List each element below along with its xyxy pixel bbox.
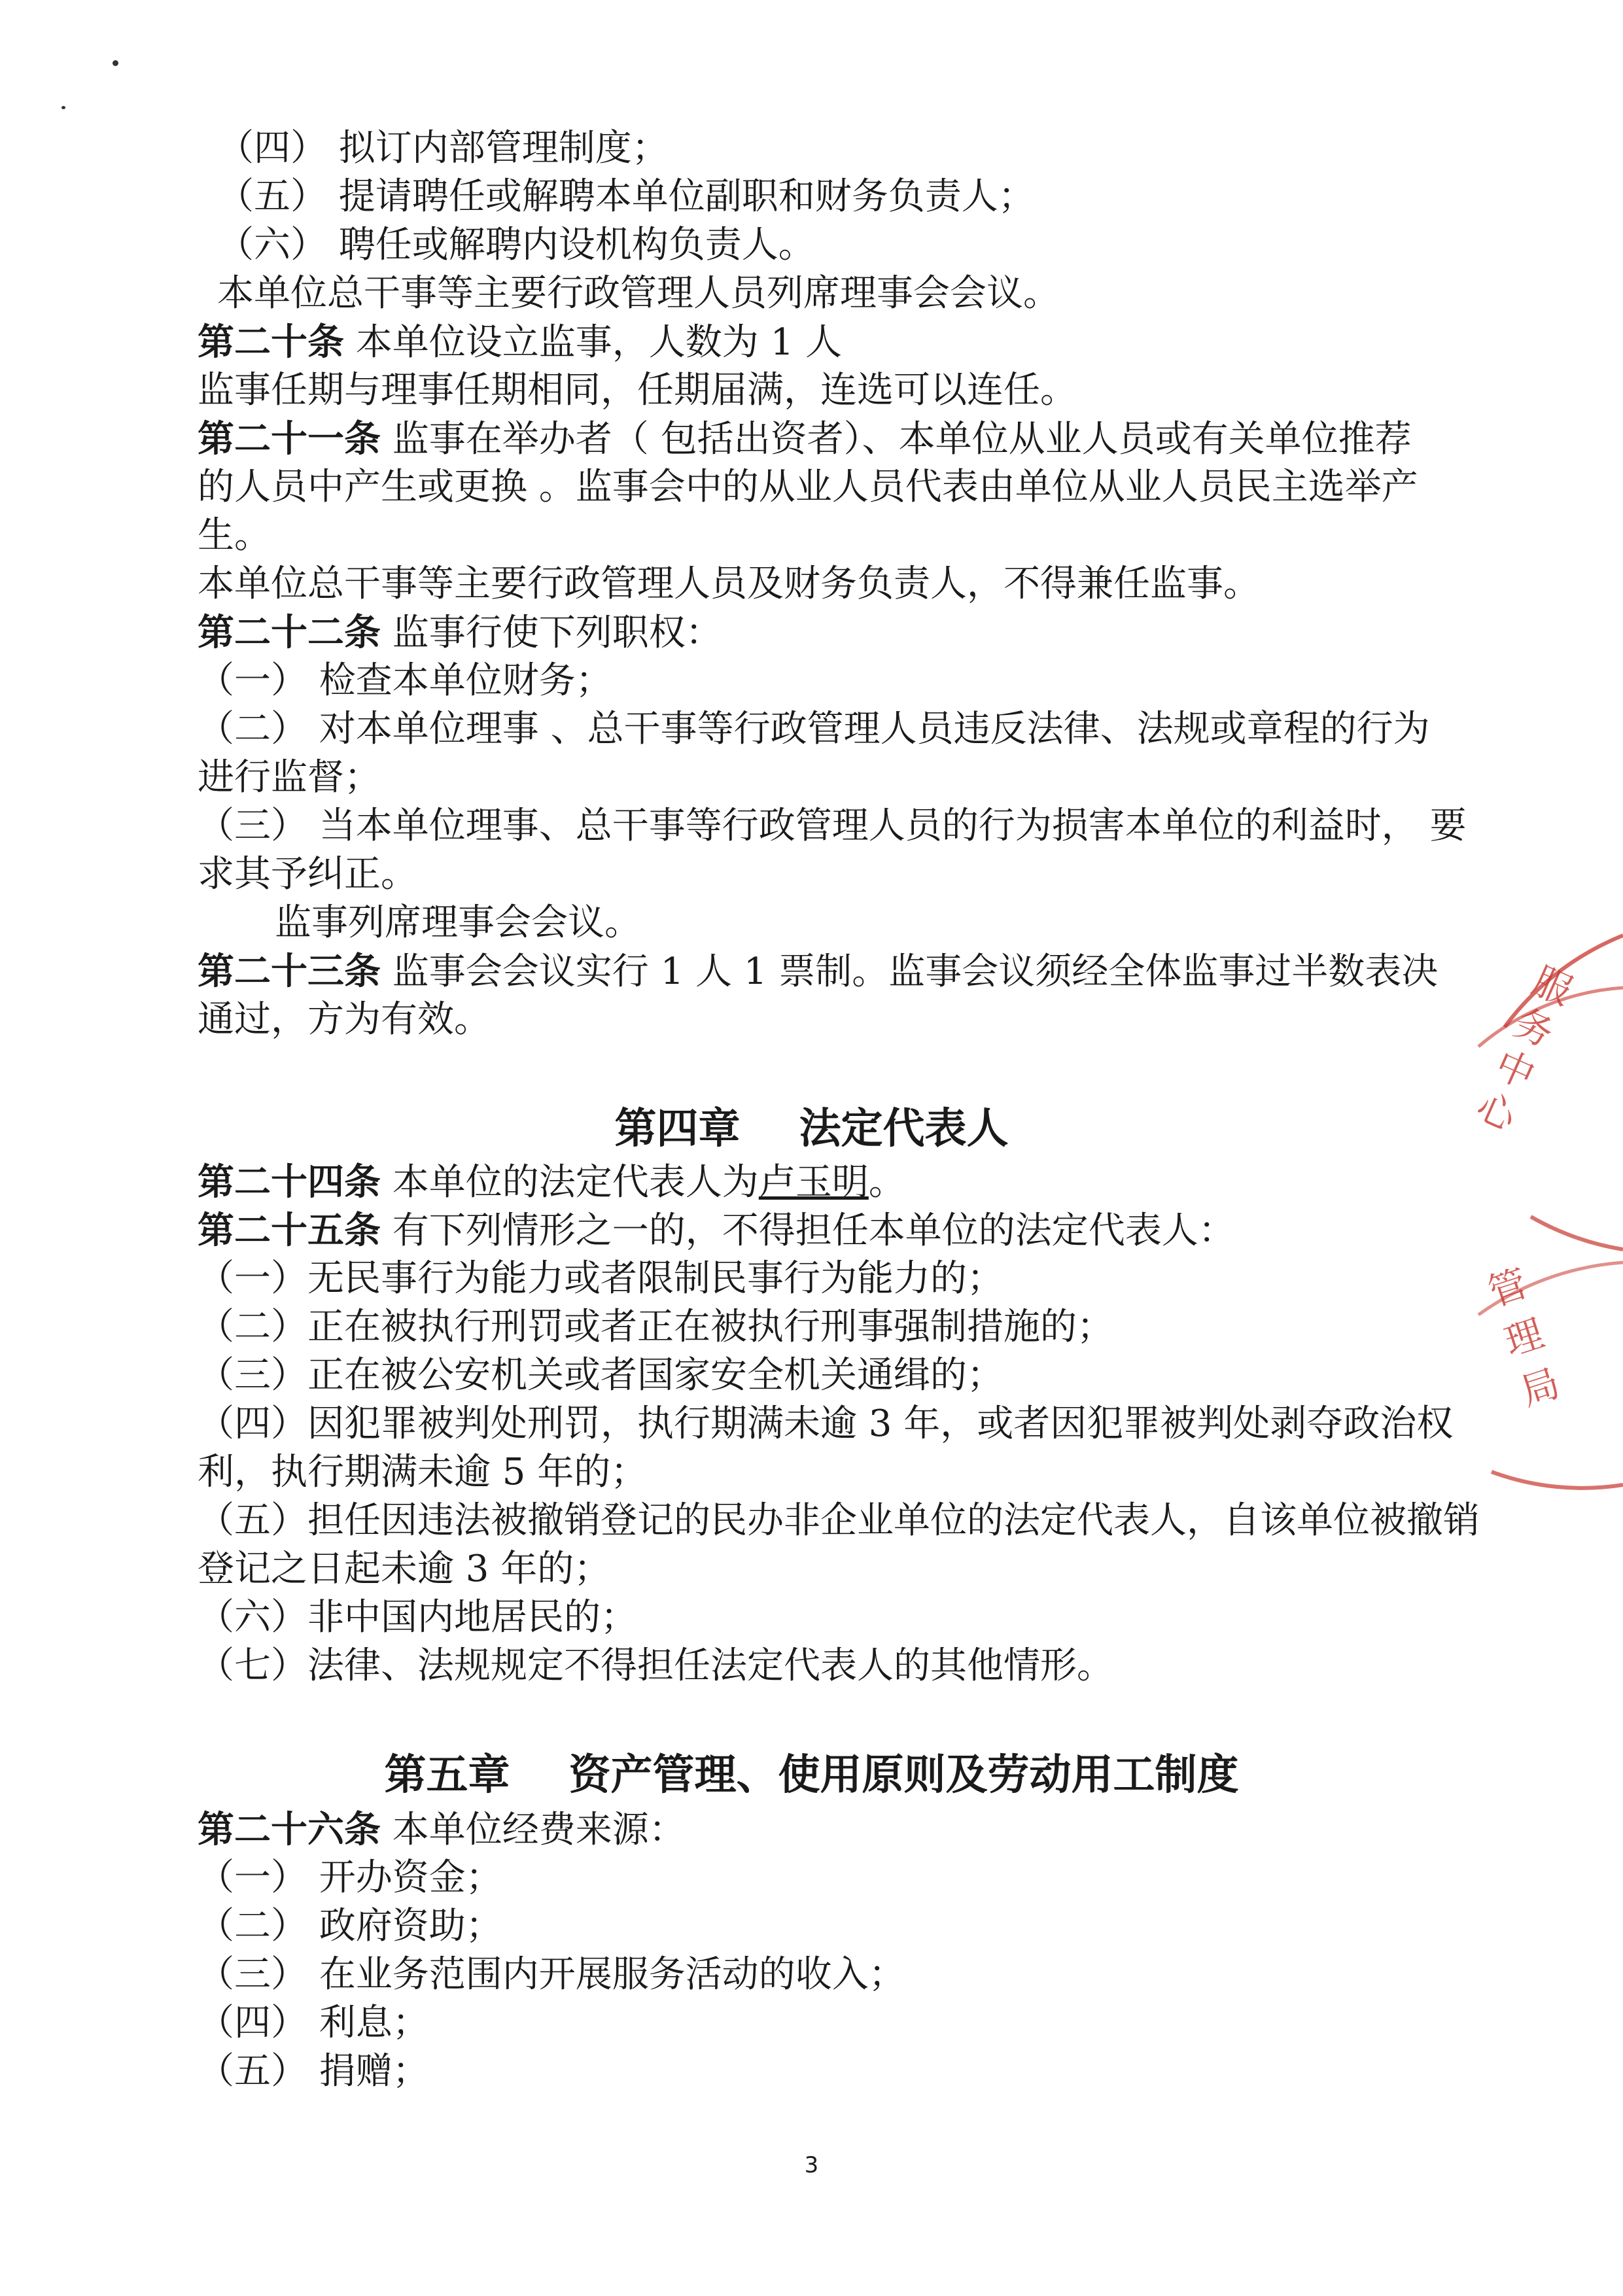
article-title: 第二十三条 (198, 950, 381, 993)
text-line: （一）无民事行为能力或者限制民事行为能力的； (198, 1257, 1003, 1300)
article-26 (198, 1805, 1545, 1854)
text-line: （一） 检查本单位财务； (198, 659, 612, 702)
article-text: 本单位的法定代表人为 (381, 1161, 759, 1204)
text-line: （四）因犯罪被判处刑罚，执行期满未逾 3 年，或者因犯罪被判处剥夺政治权 (198, 1402, 1454, 1445)
text-line: （二） 政府资助； (198, 1905, 502, 1947)
chapter-5-heading (0, 1748, 1623, 1803)
text-line: （三） 当本单位理事、总干事等行政管理人员的行为损害本单位的利益时， 要 (198, 805, 1467, 847)
text-line: （六）非中国内地居民的； (198, 1596, 637, 1639)
scan-speck (113, 60, 118, 66)
text-line: 本单位总干事等主要行政管理人员列席理事会会议。 (217, 272, 1060, 315)
text-line: （五） 提请聘任或解聘本单位副职和财务负责人； (217, 175, 1035, 218)
text-line: （一） 开办资金； (198, 1856, 502, 1899)
text-line: 生。 (198, 514, 271, 557)
text-line: （四） 利息； (198, 2002, 429, 2044)
chapter-name: 资产管理、使用原则及劳动用工制度 (568, 1750, 1239, 1800)
article-text: 本单位设立监事，人数为 1 人 (344, 321, 843, 364)
chapter-number: 第五章 (384, 1750, 510, 1800)
chapter-4-heading (0, 1102, 1623, 1157)
text-line: （五） 捐赠； (198, 2050, 429, 2093)
text-line: 利，执行期满未逾 5 年的； (198, 1451, 648, 1493)
article-text: 有下列情形之一的，不得担任本单位的法定代表人： (381, 1209, 1235, 1252)
article-text: 本单位经费来源： (381, 1809, 686, 1851)
chapter-name: 法定代表人 (799, 1104, 1009, 1153)
text-line: （七）法律、法规规定不得担任法定代表人的其他情形。 (198, 1644, 1113, 1687)
text-line: 求其予纠正。 (198, 853, 417, 896)
text-line: （五）担任因违法被撤销登记的民办非企业单位的法定代表人，自该单位被撤销 (198, 1499, 1480, 1542)
text-line: （三） 在业务范围内开展服务活动的收入； (198, 1953, 905, 1996)
seal-text-lower: 管理局 (1482, 1261, 1565, 1415)
scan-speck (61, 106, 65, 109)
text-line: 本单位总干事等主要行政管理人员及财务负责人，不得兼任监事。 (198, 563, 1260, 605)
article-23 (198, 947, 1545, 996)
text-line: 进行监督； (198, 756, 381, 799)
text-line: （二）正在被执行刑罚或者正在被执行刑事强制措施的； (198, 1306, 1113, 1348)
article-20 (198, 318, 1545, 367)
article-25 (198, 1206, 1545, 1255)
text-line: （二） 对本单位理事 、总干事等行政管理人员违反法律、法规或章程的行为 (198, 708, 1430, 750)
article-text: 监事会会议实行 1 人 1 票制。监事会议须经全体监事过半数表决 (381, 950, 1439, 993)
text-line: 监事任期与理事任期相同，任期届满，连选可以连任。 (198, 369, 1077, 411)
article-title: 第二十五条 (198, 1209, 381, 1252)
article-title: 第二十四条 (198, 1160, 381, 1204)
article-title: 第二十条 (198, 321, 344, 364)
text-line: 监事列席理事会会议。 (275, 901, 641, 944)
page-number: 3 (804, 2152, 819, 2178)
article-21 (198, 415, 1545, 464)
seal-text-upper: 服务中心 (1470, 958, 1579, 1140)
article-text: 监事行使下列职权： (381, 612, 722, 654)
article-text: 监事在举办者（ 包括出资者）、本单位从业人员或有关单位推荐 (381, 418, 1412, 461)
article-24 (198, 1158, 1545, 1207)
text-line: （六） 聘任或解聘内设机构负责人。 (217, 224, 815, 266)
article-title: 第二十一条 (198, 417, 381, 461)
text-line: （三）正在被公安机关或者国家安全机关通缉的； (198, 1354, 1003, 1397)
text-line: 登记之日起未逾 3 年的； (198, 1548, 611, 1590)
article-end: 。 (868, 1161, 905, 1204)
representative-name: 卢玉明 (758, 1161, 869, 1204)
text-line: 通过，方为有效。 (198, 998, 491, 1041)
article-title: 第二十六条 (198, 1808, 381, 1851)
text-line: 的人员中产生或更换 。监事会中的从业人员代表由单位从业人员民主选举产 (198, 466, 1418, 508)
article-22 (198, 608, 1545, 657)
text-line: （四） 拟订内部管理制度； (217, 127, 669, 169)
chapter-number: 第四章 (614, 1104, 741, 1153)
article-title: 第二十二条 (198, 611, 381, 654)
